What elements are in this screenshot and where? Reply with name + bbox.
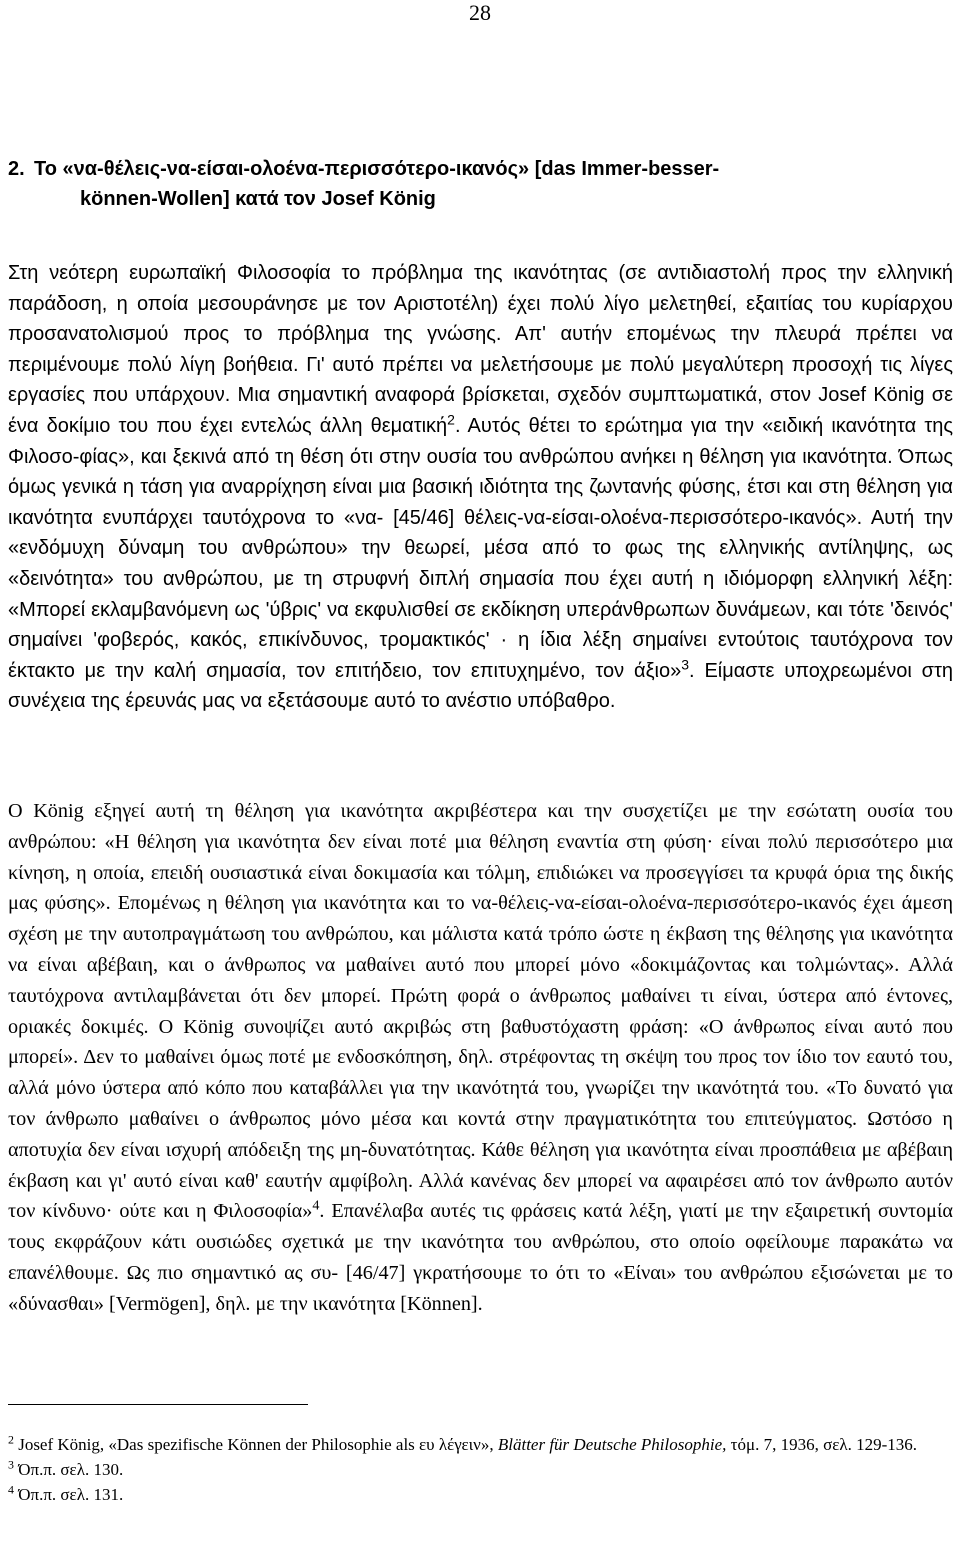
footnote-text: Josef König, «Das spezifische Können der Philosophie als ευ λέγειν», [18, 1435, 498, 1454]
paragraph-1-part-a: Στη νεότερη ευρωπαϊκή Φιλοσοφία το πρόβλημα της ικανότητας (σε αντιδιαστολή προς την ελληνική παράδοση, η οποία μεσουράνησε με τον Αριστοτέλη) έχει πολύ λίγο μελετηθεί, εξαιτίας του κυρίαρχου προσανατολισμού προς το πρόβλημα της γνώσης. Απ' αυτήν επομένως την πλευρά πρέπει να περιμένουμε πολύ λίγη βοήθεια. Γι' αυτό πρέπει να μελετήσουμε με πολύ μεγαλύτερη προσοχή τις λίγες εργασίες που υπάρχουν. Μια σημαντική αναφορά βρίσκεται, σχεδόν συμπτωματικά, στον Josef König σε ένα δοκίμιο του που έχει εντελώς άλλη θεματική [8, 262, 953, 437]
heading-line-1 [8, 158, 719, 180]
footnote-number: 2 [8, 1432, 14, 1447]
footnote-text: Όπ.π. σελ. 130. [18, 1460, 124, 1479]
paragraph-2-part-a: Ο König εξηγεί αυτή τη θέληση για ικανότητα ακριβέστερα και την συσχετίζει με την εσώτατη ουσία του ανθρώπου: «Η θέληση για ικανότητα δεν είναι ποτέ μια θέληση εναντία στη φύση· είναι πολύ περισσότερο μια κίνηση, η οποία, επειδή ουσιαστικά είναι δοκιμασία και τόλμη, επιδιώκει να προσεγγίσει τα κρυφά όρια της δικής μας φύσης». Επομένως η θέληση για ικανότητα και το να-θέλεις-να-είσαι-ολοένα-περισσότερο-ικανός έχει άμεση σχέση με την αυτοπραγμάτωση του ανθρώπου, και μάλιστα κατά τρόπο ώστε η έκβαση της θέλησης για ικανότητα να είναι αβέβαιη, και ο άνθρωπος να μαθαίνει αυτό που μπορεί μόνο «δοκιμάζοντας και τολμώντας». Αλλά ταυτόχρονα αντιλαμβάνεται ότι δεν μπορεί. Πρώτη φορά ο άνθρωπος μαθαίνει τι είναι, ύστερα από έντονες, οριακές δοκιμές. Ο König συνοψίζει αυτό ακριβώς στη βαθυστόχαστη φράση: «Ο άνθρωπος είναι αυτό που μπορεί». Δεν το μαθαίνει όμως ποτέ με ενδοσκόπηση, δηλ. στρέφοντας τη σκέψη του προς τον ίδιο τον εαυτό του, αλλά μόνο ύστερα από κόπο που καταβάλλει για την ικανότητά του, γνωρίζει την ικανότητά του. «Το δυνατό για τον άνθρωπο μαθαίνει ο άνθρωπος μόνο μέσα και κοντά στην πραγματικότητα του επιτεύγματος. Ωστόσο η αποτυχία δεν είναι ισχυρή απόδειξη της μη-δυνατότητας. Κάθε θέληση για ικανότητα είναι προσπάθεια με αβέβαιη έκβαση και γι' αυτό είναι καθ' εαυτήν αμφίβολη. Αλλά κανένας δεν μπορεί να αφαιρέσει από τον άνθρωπο αυτόν τον κίνδυνο· ούτε και η Φιλοσοφία» [8, 800, 953, 1223]
footnote-text: Όπ.π. σελ. 131. [18, 1485, 124, 1504]
section-heading [8, 154, 953, 214]
page-number: 28 [469, 0, 491, 25]
heading-line-2: können-Wollen] κατά τον Josef König [80, 188, 436, 210]
footnote-ref-3[interactable]: 3 [681, 656, 690, 673]
footnote-journal-title: Blätter für Deutsche Philosophie, [497, 1435, 727, 1454]
paragraph-1 [8, 258, 953, 717]
paragraph-1-part-c: . Είμαστε υποχρεωμένοι στη συνέχεια της έρευνάς μας να εξετάσουμε αυτό το ανέστιο υπόβαθρο. [8, 659, 953, 713]
heading-text-1: Το «να-θέλεις-να-είσαι-ολοένα-περισσότερο-ικανός» [das Immer-besser- [34, 158, 720, 180]
footnote-2 [8, 1432, 953, 1457]
footnote-ref-2[interactable]: 2 [447, 411, 455, 428]
paragraph-2 [8, 796, 953, 1320]
footnotes [8, 1432, 953, 1507]
footnote-number: 3 [8, 1457, 14, 1472]
footnote-divider [8, 1404, 308, 1405]
section-number: 2. [8, 158, 25, 180]
footnote-text-end: τόμ. 7, 1936, σελ. 129-136. [726, 1435, 918, 1454]
paragraph-1-part-b: . Αυτός θέτει το ερώτημα για την «ειδική ικανότητα της Φιλοσο-φίας», και ξεκινά από τη θέση ότι στην ουσία του ανθρώπου ανήκει η θέληση για ικανότητα. Όπως όμως γενικά η τάση για αναρρίχηση είναι μια βασική ιδιότητα της ζωντανής φύσης, έτσι και στη θέληση για ικανότητα ενυπάρχει ταυτόχρονα το «να- [45/46] θέλεις-να-είσαι-ολοένα-περισσότερο-ικανός». Αυτή την «ενδόμυχη δύναμη του ανθρώπου» την θεωρεί, μέσα από το φως της ελληνικής αντίληψης, ως «δεινότητα» του ανθρώπου, με τη στρυφνή διπλή σημασία που έχει αυτή η ιδιόμορφη ελληνική λέξη: «Μπορεί εκλαμβανόμενη ως 'ύβρις' να εκφυλισθεί σε εκδίκηση υπεράνθρωπων δυνάμεων, και τότε 'δεινός' σημαίνει 'φοβερός, κακός, επικίνδυνος, τρομακτικός' · η ίδια λέξη σημαίνει εντούτοις ταυτόχρονα τον έκτακτο με την καλή σημασία, τον επιτήδειο, τον επιτυχημένο, τον άξιο» [8, 414, 953, 682]
paragraph-2-part-b: . Επανέλαβα αυτές τις φράσεις κατά λέξη, γιατί με την εξαιρετική συντομία τους εκφράζουν κάτι ουσιώδες σχετικά με την ικανότητα του ανθρώπου, στο οποίο οφείλουμε παρακάτω να επανέλθουμε. Ως πιο σημαντικό ας συ- [46/47] γκρατήσουμε το ότι το «Είναι» του ανθρώπου εξισώνεται με το «δύνασθαι» [Vermögen], δηλ. με την ικανότητα [Können]. [8, 1200, 953, 1315]
footnote-ref-4[interactable]: 4 [312, 1197, 320, 1214]
paragraph-1-container [8, 258, 953, 717]
footnote-number: 4 [8, 1482, 14, 1497]
footnote-3 [8, 1457, 953, 1482]
footnote-4 [8, 1482, 953, 1507]
